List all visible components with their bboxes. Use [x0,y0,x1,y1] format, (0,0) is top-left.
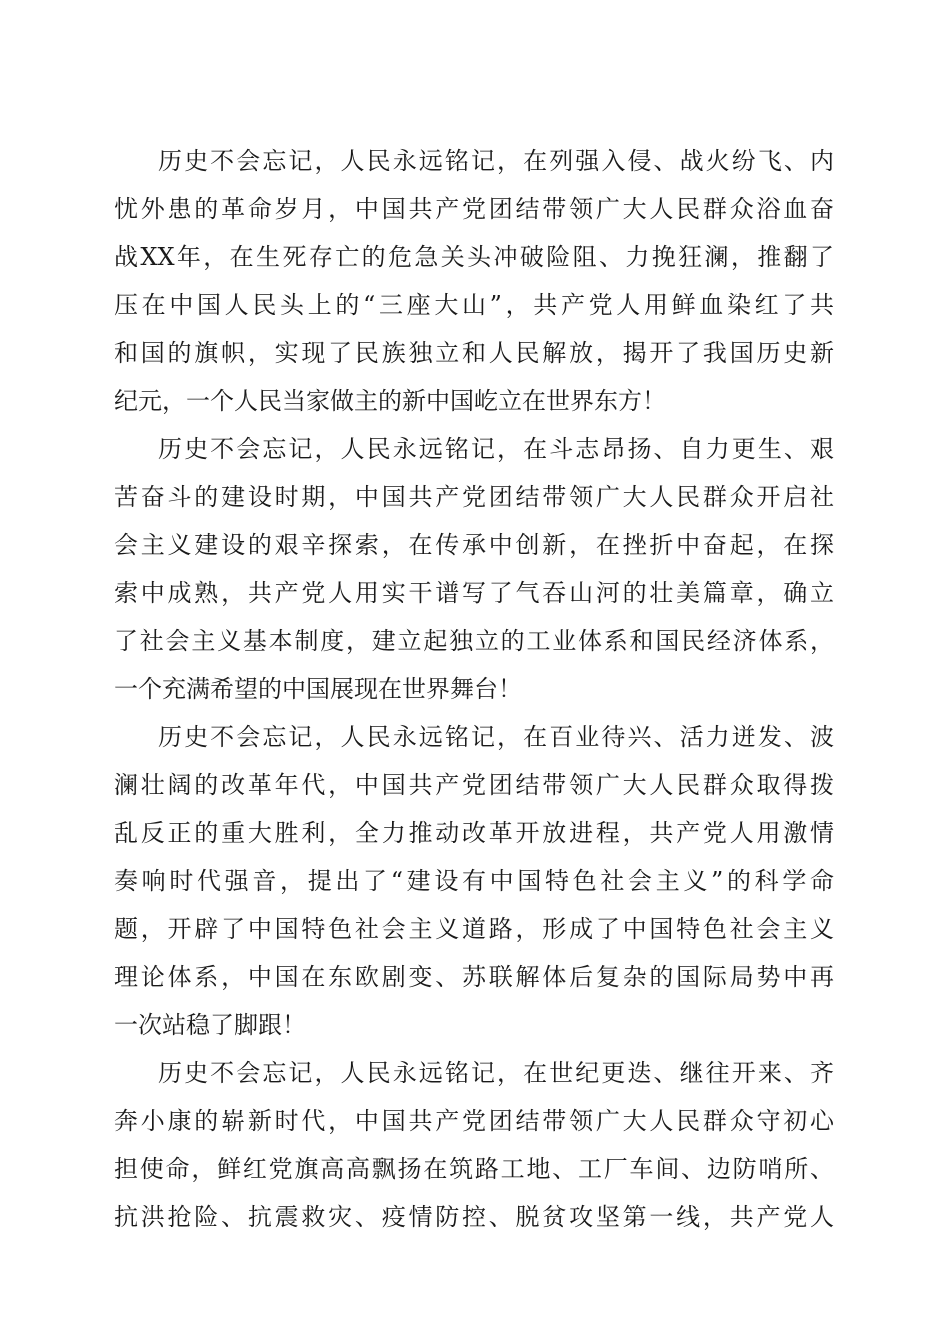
text-line: 一个充满希望的中国展现在世界舞台！ [114,675,522,703]
text-line: 澜壮阔的改革年代，中国共产党团结带领广大人民群众取得拨 [114,771,834,799]
paragraph-3 [114,713,834,1049]
paragraph-1 [114,137,834,425]
text-line: 苦奋斗的建设时期，中国共产党团结带领广大人民群众开启社 [114,483,834,511]
text-line: 抗洪抢险、抗震救灾、疫情防控、脱贫攻坚第一线，共产党人 [114,1203,834,1231]
text-line: 题，开辟了中国特色社会主义道路，形成了中国特色社会主义 [114,915,834,943]
text-line: 历史不会忘记，人民永远铭记，在百业待兴、活力迸发、波 [158,723,834,751]
text-line: 压在中国人民头上的“三座大山”，共产党人用鲜血染红了共 [114,291,834,319]
text-line: 忧外患的革命岁月，中国共产党团结带领广大人民群众浴血奋 [114,195,834,223]
text-line: 会主义建设的艰辛探索，在传承中创新，在挫折中奋起，在探 [114,531,834,559]
text-line: 奏响时代强音，提出了“建设有中国特色社会主义”的科学命 [114,867,834,895]
text-line: 了社会主义基本制度，建立起独立的工业体系和国民经济体系， [114,627,834,655]
text-line: 理论体系，中国在东欧剧变、苏联解体后复杂的国际局势中再 [114,963,834,991]
text-line: 担使命，鲜红党旗高高飘扬在筑路工地、工厂车间、边防哨所、 [114,1155,834,1183]
paragraph-2 [114,425,834,713]
text-line: 纪元，一个人民当家做主的新中国屹立在世界东方！ [114,387,666,415]
text-line: 战XX年，在生死存亡的危急关头冲破险阻、力挽狂澜，推翻了 [114,243,834,271]
text-line: 和国的旗帜，实现了民族独立和人民解放，揭开了我国历史新 [114,339,834,367]
text-line: 索中成熟，共产党人用实干谱写了气吞山河的壮美篇章，确立 [114,579,834,607]
text-line: 历史不会忘记，人民永远铭记，在列强入侵、战火纷飞、内 [158,147,834,175]
document-body [114,137,834,1241]
text-line: 历史不会忘记，人民永远铭记，在斗志昂扬、自力更生、艰 [158,435,834,463]
text-line: 历史不会忘记，人民永远铭记，在世纪更迭、继往开来、齐 [158,1059,834,1087]
text-line: 奔小康的崭新时代，中国共产党团结带领广大人民群众守初心 [114,1107,834,1135]
text-line: 一次站稳了脚跟！ [114,1011,306,1039]
text-line: 乱反正的重大胜利，全力推动改革开放进程，共产党人用激情 [114,819,834,847]
paragraph-4 [114,1049,834,1241]
